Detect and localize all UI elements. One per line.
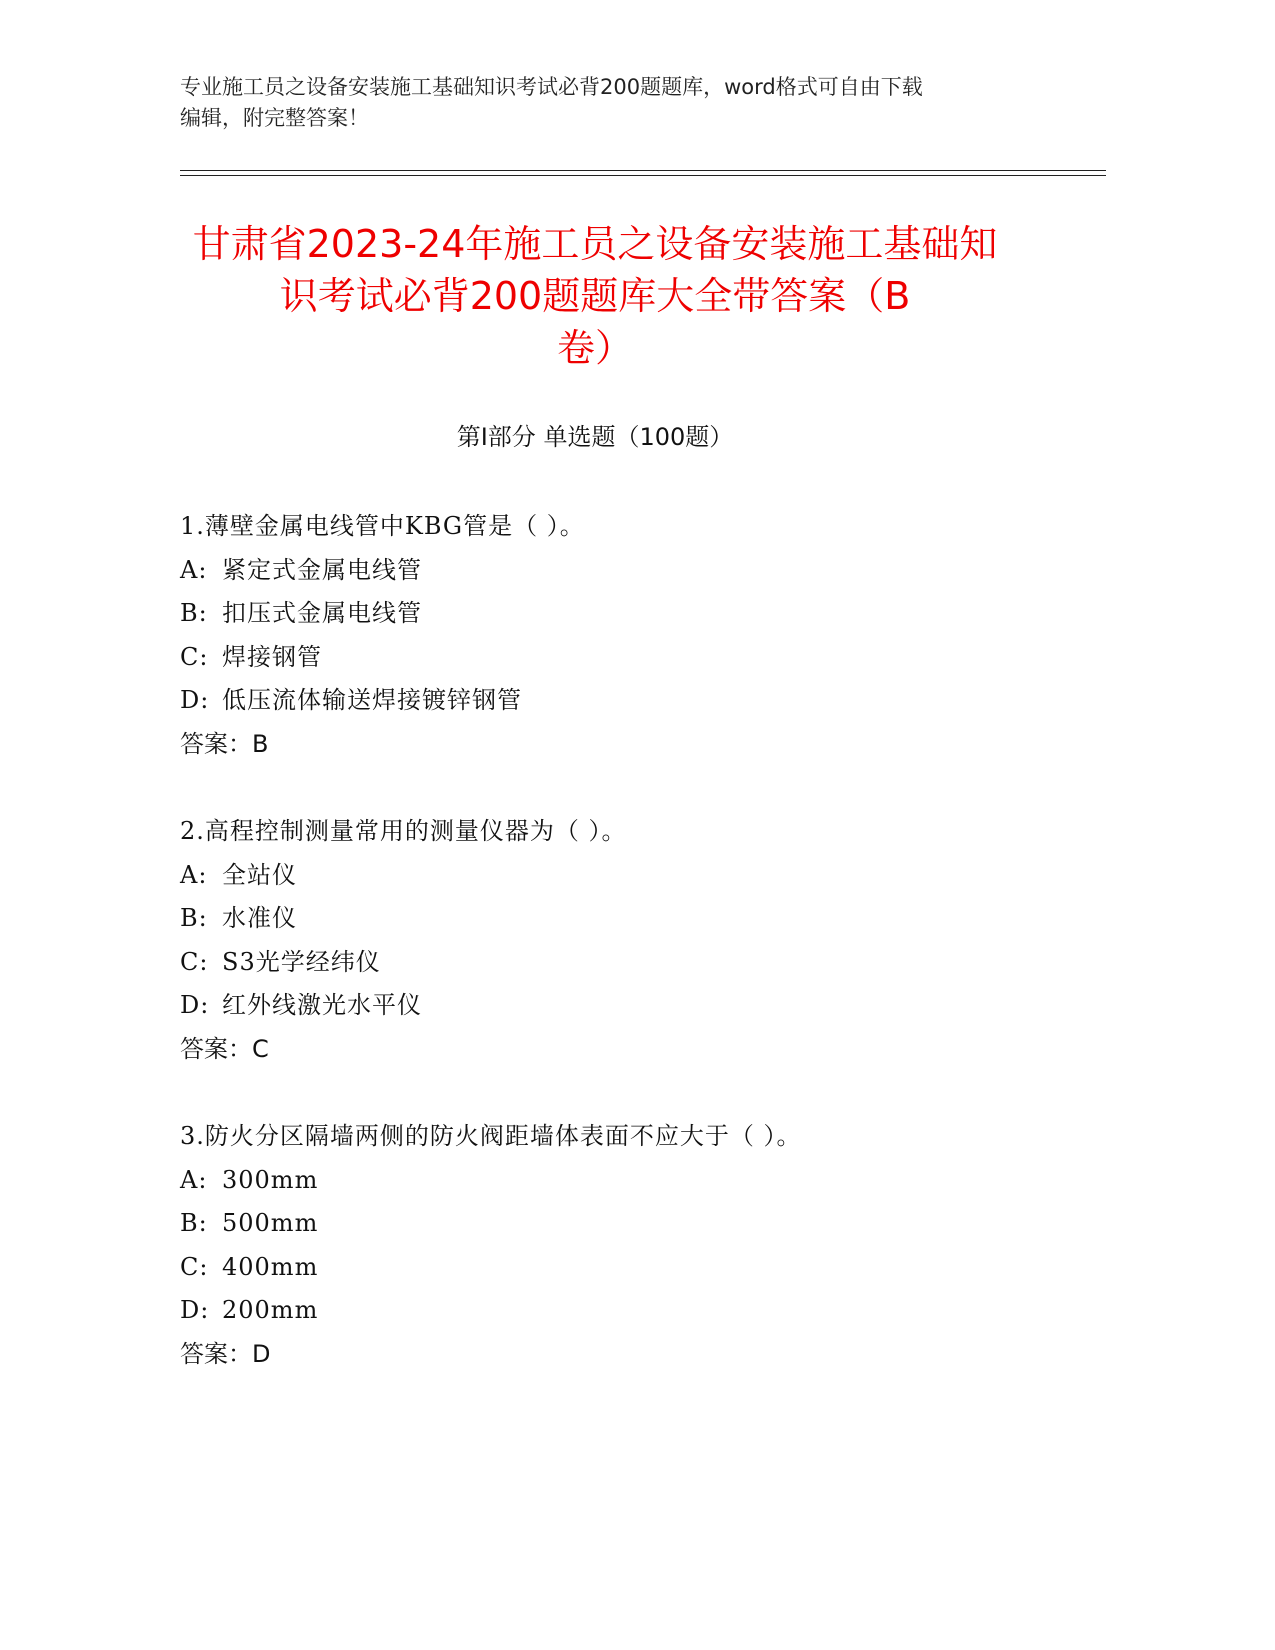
option-text: 200mm bbox=[222, 1296, 319, 1325]
option-text: S3光学经纬仪 bbox=[222, 947, 381, 976]
option-a bbox=[180, 1159, 1080, 1203]
question-stem: 2.高程控制测量常用的测量仪器为（ ）。 bbox=[180, 817, 627, 845]
option-key: C: bbox=[180, 1252, 209, 1281]
option-text: 扣压式金属电线管 bbox=[222, 599, 422, 628]
option-c bbox=[180, 1246, 1080, 1290]
header-note bbox=[180, 72, 1060, 134]
option-key: C: bbox=[180, 642, 209, 671]
option-text: 低压流体输送焊接镀锌钢管 bbox=[222, 686, 522, 715]
header-note-line-2: 编辑，附完整答案！ bbox=[180, 106, 369, 130]
option-text: 全站仪 bbox=[222, 860, 297, 889]
option-b bbox=[180, 592, 1080, 636]
question-2 bbox=[180, 810, 1080, 1072]
question-1 bbox=[180, 505, 1080, 767]
option-text: 400mm bbox=[222, 1252, 319, 1281]
option-key: A: bbox=[180, 860, 208, 889]
document-title bbox=[180, 218, 1010, 374]
option-text: 焊接钢管 bbox=[222, 642, 322, 671]
header-divider-bottom bbox=[180, 175, 1106, 176]
option-key: B: bbox=[180, 1209, 208, 1238]
option-d bbox=[180, 679, 1080, 723]
document-title-line-2: 卷） bbox=[556, 326, 633, 370]
question-3 bbox=[180, 1115, 1080, 1377]
question-stem: 1.薄壁金属电线管中KBG管是（ ）。 bbox=[180, 512, 585, 540]
option-text: 水准仪 bbox=[222, 904, 297, 933]
option-key: A: bbox=[180, 555, 208, 584]
option-key: D: bbox=[180, 1296, 210, 1325]
option-c bbox=[180, 636, 1080, 680]
answer-line: 答案：B bbox=[180, 729, 269, 758]
header-divider-top bbox=[180, 170, 1106, 171]
document-title-line-1: 甘肃省2023-24年施工员之设备安装施工基础知识考试必背200题题库大全带答案（B bbox=[192, 222, 998, 318]
question-stem: 3.防火分区隔墙两侧的防火阀距墙体表面不应大于（ ）。 bbox=[180, 1122, 802, 1150]
option-key: B: bbox=[180, 599, 208, 628]
option-b bbox=[180, 897, 1080, 941]
option-c bbox=[180, 941, 1080, 985]
option-a bbox=[180, 549, 1080, 593]
answer-line: 答案：C bbox=[180, 1034, 269, 1063]
option-key: D: bbox=[180, 991, 210, 1020]
option-key: C: bbox=[180, 947, 209, 976]
option-key: A: bbox=[180, 1165, 208, 1194]
option-b bbox=[180, 1202, 1080, 1246]
header-note-line-1: 专业施工员之设备安装施工基础知识考试必背200题题库，word格式可自由下载 bbox=[180, 75, 923, 99]
section-heading: 第I部分 单选题（100题） bbox=[456, 423, 734, 451]
option-d bbox=[180, 1289, 1080, 1333]
option-d bbox=[180, 984, 1080, 1028]
option-text: 300mm bbox=[222, 1165, 319, 1194]
answer-line: 答案：D bbox=[180, 1339, 271, 1368]
option-text: 红外线激光水平仪 bbox=[222, 991, 422, 1020]
option-a bbox=[180, 854, 1080, 898]
option-key: D: bbox=[180, 686, 210, 715]
option-text: 500mm bbox=[222, 1209, 319, 1238]
option-key: B: bbox=[180, 904, 208, 933]
option-text: 紧定式金属电线管 bbox=[222, 555, 422, 584]
